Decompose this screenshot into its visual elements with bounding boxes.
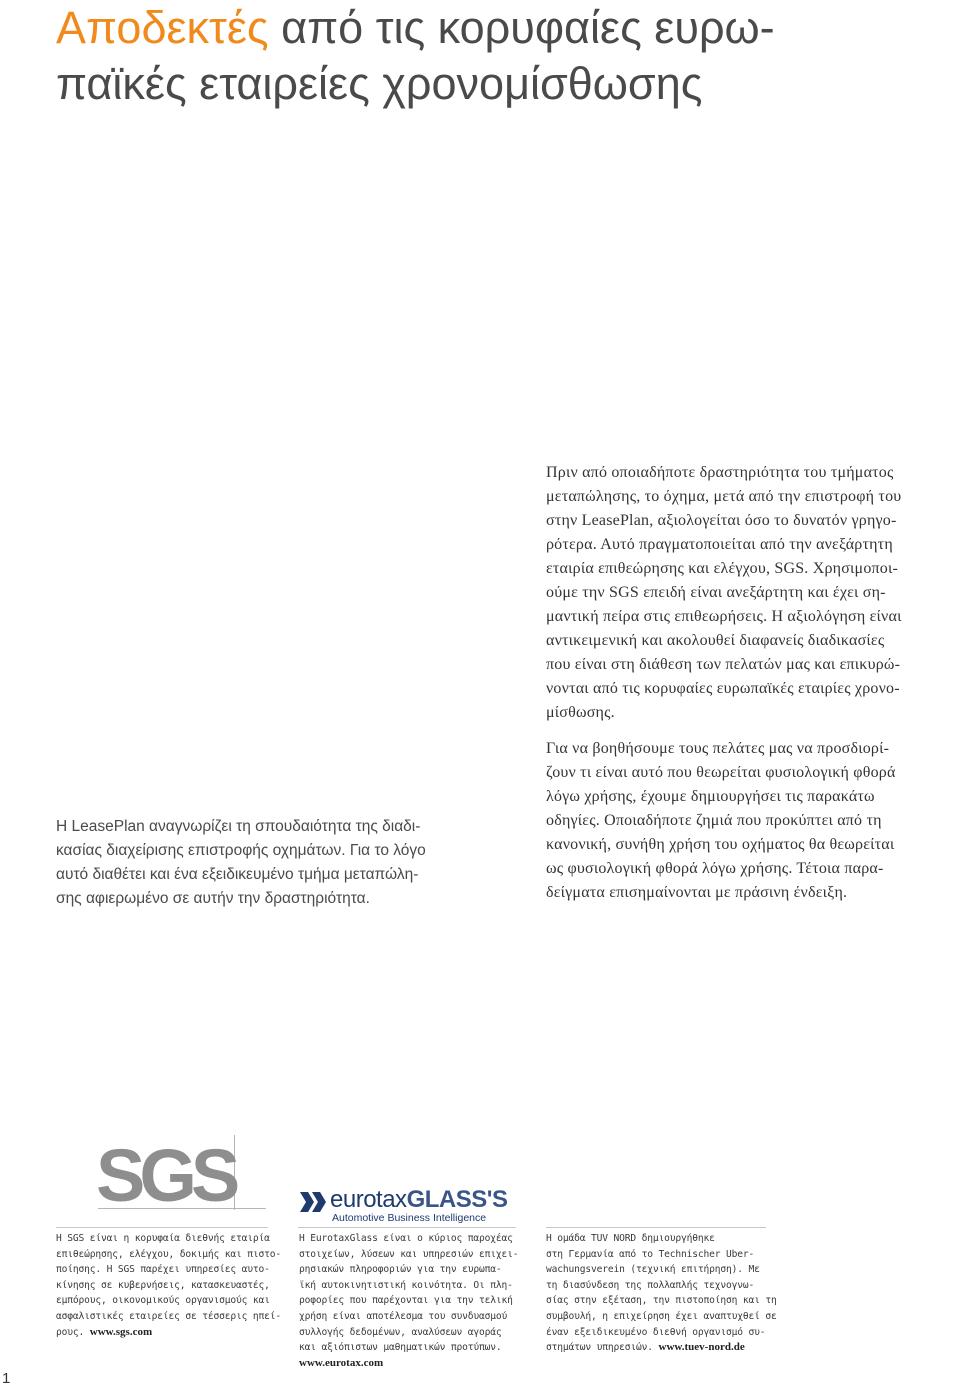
text-line: επιθεώρησης, ελέγχου, δοκιμής και πιστο- xyxy=(56,1248,282,1260)
text-line: κασίας διαχείρισης επιστροφής οχημάτων. Για το λόγο xyxy=(56,842,426,859)
sgs-logo xyxy=(56,1135,266,1215)
text-line: ποίησης. Η SGS παρέχει υπηρεσίες αυτο- xyxy=(56,1264,270,1276)
text-line: κανονική, συνήθη χρήση του οχήματος θα θεωρείται xyxy=(546,836,895,853)
page-title-line-1 xyxy=(56,0,936,56)
text-line: ασφαλιστικές εταιρείες σε τέσσερις ηπεί- xyxy=(56,1310,282,1322)
text-line: στοιχείων, λύσεων και υπηρεσιών επιχει- xyxy=(299,1248,519,1260)
text-line: Η LeasePlan αναγνωρίζει τη σπουδαιότητα της διαδι- xyxy=(56,818,421,835)
double-chevron-icon xyxy=(300,1192,328,1212)
text-line: εταιρία επιθεώρησης και ελέγχου, SGS. Χρησιμοποι- xyxy=(546,560,899,577)
text-line: αυτό διαθέτει και ένα εξειδικευμένο τμήμα μεταπώλη- xyxy=(56,866,419,883)
footer-divider xyxy=(546,1227,766,1228)
text-line: ως φυσιολογική φθορά λόγω χρήσης. Τέτοια παρα- xyxy=(546,860,884,877)
text-line: ρησιακών πληροφοριών για την ευρωπα- xyxy=(299,1264,502,1276)
glass-logo-text: GLASS'S xyxy=(406,1186,508,1213)
text-line: μεταπώλησης, το όχημα, μετά από την επιστροφή του xyxy=(546,488,902,505)
sgs-logo-text: SGS xyxy=(96,1134,235,1217)
eurotax-logo xyxy=(300,1186,510,1226)
text-line: κίνησης σε κυβερνήσεις, κατασκευαστές, xyxy=(56,1279,270,1291)
sgs-website-link[interactable]: www.sgs.com xyxy=(89,1325,153,1338)
text-line: ροφορίες που παρέχονται για την τελική xyxy=(299,1295,513,1307)
text-line: Η SGS είναι η κορυφαία διεθνής εταιρία xyxy=(56,1233,270,1244)
text-line: wachungsverein (τεχνική επιτήρηση). Με xyxy=(546,1264,760,1276)
text-line: ζουν τι είναι αυτό που θεωρείται φυσιολογική φθορά xyxy=(546,764,896,781)
intro-paragraph-sgs xyxy=(546,461,952,725)
page-title xyxy=(56,0,936,112)
text-line: συμβουλή, η επιχείρηση έχει αναπτυχθεί σε xyxy=(546,1310,777,1322)
eurotax-logo-text: eurotax xyxy=(330,1186,407,1213)
eurotax-logo-tagline: Automotive Business Intelligence xyxy=(332,1212,487,1224)
text-line: Η EurotaxGlass είναι ο κύριος παροχέας xyxy=(299,1233,513,1244)
text-line: Η ομάδα TUV NORD δημιουργήθηκε xyxy=(546,1233,715,1244)
text-line: σίας στην εξέταση, την πιστοποίηση και τη xyxy=(546,1295,777,1307)
text-line: ρότερα. Αυτό πραγματοποιείται από την ανεξάρτητη xyxy=(546,536,893,553)
text-line xyxy=(56,1325,271,1341)
leaseplan-paragraph xyxy=(56,815,466,911)
text-line: ϊκή αυτοκινητιστική κοινότητα. Οι πλη- xyxy=(299,1279,513,1291)
text-line: οδηγίες. Οποιαδήποτε ζημιά που προκύπτει από τη xyxy=(546,812,882,829)
page-number: 1 xyxy=(2,1370,11,1387)
text-line: συλλογής δεδομένων, αναλύσεων αγοράς xyxy=(299,1326,502,1338)
text-line xyxy=(299,1356,519,1372)
text-line: αντικειμενική και ακολουθεί διαφανείς διαδικασίες xyxy=(546,632,885,649)
text-line: σης αφιερωμένο σε αυτήν την δραστηριότητα. xyxy=(56,890,370,907)
text-line: στη Γερμανία από το Technischer Uber- xyxy=(546,1248,755,1260)
eurotax-description xyxy=(299,1231,519,1371)
tuev-description xyxy=(546,1231,777,1356)
text-line: λόγω χρήσης, έχουμε δημιουργήσει τις παρακάτω xyxy=(546,788,875,805)
text-line: Για να βοηθήσουμε τους πελάτες μας να προσδιορί- xyxy=(546,740,890,757)
text-line: και αξιόπιστων μαθηματικών προτύπων. xyxy=(299,1342,502,1354)
footer-divider xyxy=(298,1227,516,1228)
eurotax-logo-wordmark xyxy=(330,1187,507,1213)
text-line: που είναι στη διάθεση των πελατών μας και επικυρώ- xyxy=(546,656,901,673)
text-line: Πριν από οποιαδήποτε δραστηριότητα του τμήματος xyxy=(546,464,894,481)
text-line: τη διασύνδεση της πολλαπλής τεχνογνω- xyxy=(546,1279,755,1291)
eurotax-website-link[interactable]: www.eurotax.com xyxy=(299,1356,384,1369)
footer-divider xyxy=(56,1227,268,1228)
page-title-rest: από τις κορυφαίες ευρω- xyxy=(268,2,775,53)
text-line: έναν εξειδικευμένο διεθνή οργανισμό συ- xyxy=(546,1326,766,1338)
text-line: χρήση είναι αποτέλεσμα του συνδυασμού xyxy=(299,1310,508,1322)
text-line: δείγματα επισημαίνονται με πράσινη ένδειξη. xyxy=(546,884,848,901)
text-line: νονται από τις κορυφαίες ευρωπαϊκές εταιρίες χρονο- xyxy=(546,680,900,697)
text-fragment: ρους. xyxy=(56,1326,85,1338)
text-line: εμπόρους, οικονομικούς οργανισμούς και xyxy=(56,1295,270,1307)
text-fragment: στημάτων υπηρεσιών. xyxy=(546,1342,653,1354)
text-line: ούμε την SGS επειδή είναι ανεξάρτητη και έχει ση- xyxy=(546,584,886,601)
text-line: στην LeasePlan, αξιολογείται όσο το δυνατόν γρηγο- xyxy=(546,512,897,529)
wear-guidelines-paragraph xyxy=(546,737,952,905)
tuev-website-link[interactable]: www.tuev-nord.de xyxy=(658,1341,745,1354)
page-title-accent: Αποδεκτές xyxy=(56,2,269,53)
text-line xyxy=(546,1340,766,1356)
text-line: μαντική πείρα στις επιθεωρήσεις. Η αξιολόγηση είναι xyxy=(546,608,902,625)
page-title-line-2: παϊκές εταιρείες χρονομίσθωσης xyxy=(56,58,703,109)
sgs-description xyxy=(56,1231,282,1340)
text-line: μίσθωσης. xyxy=(546,704,615,721)
